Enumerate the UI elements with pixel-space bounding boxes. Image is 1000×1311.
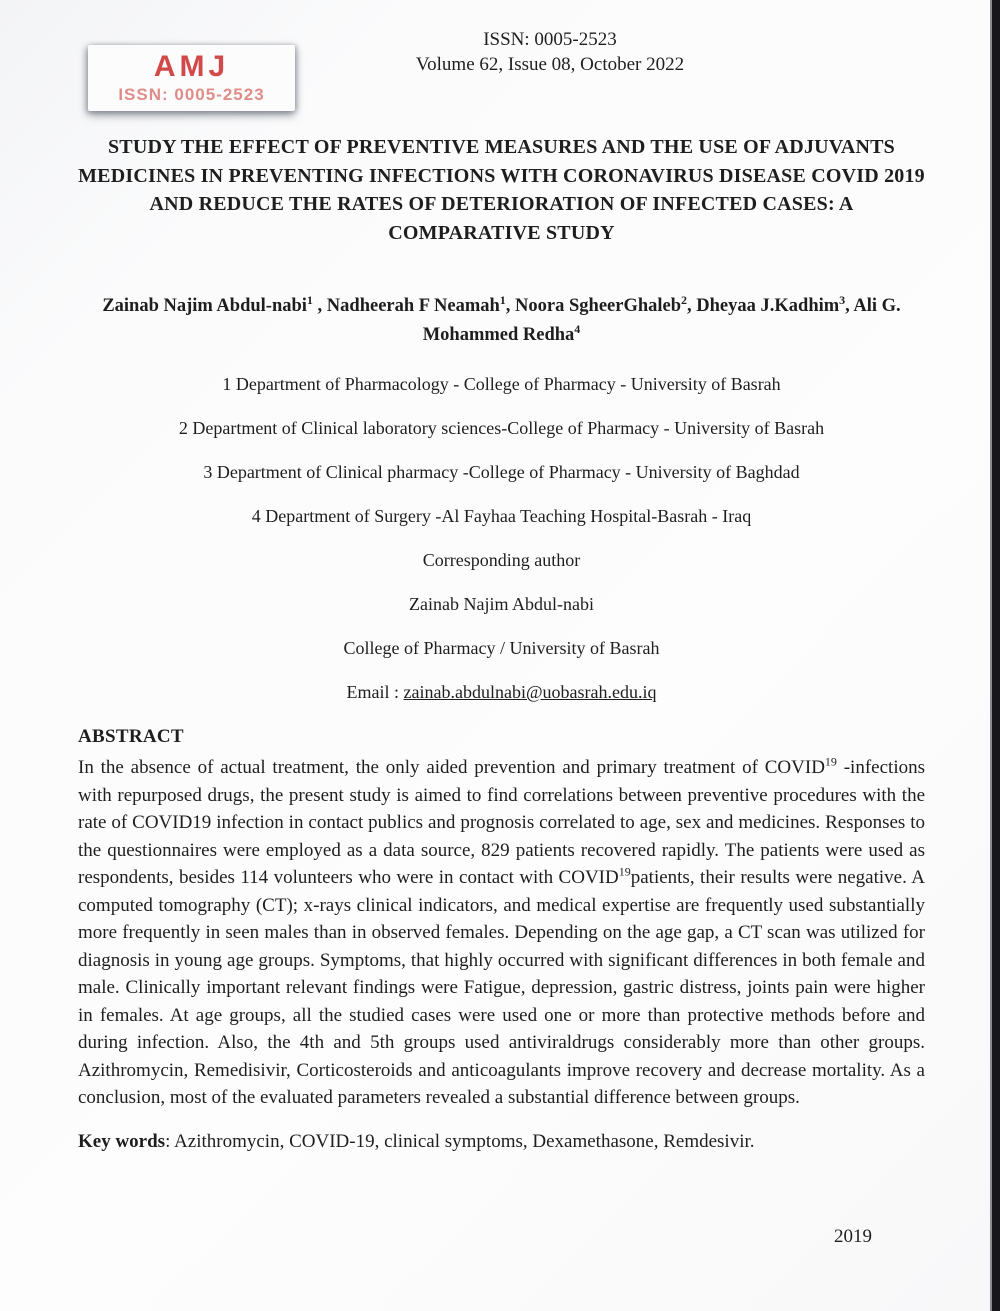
- abstract-superscript: 19: [824, 754, 837, 769]
- abstract-text: [78, 754, 925, 1112]
- affiliation-line: 2 Department of Clinical laboratory sciences-College of Pharmacy - University of Basrah: [178, 418, 825, 438]
- author-affil-mark: 4: [574, 321, 581, 336]
- scan-dark-edge: [990, 0, 1000, 1311]
- keywords-text: : Azithromycin, COVID-19, clinical symptoms, Dexamethasone, Remdesivir.: [165, 1130, 755, 1152]
- header-volume-line: Volume 62, Issue 08, October 2022: [415, 54, 685, 75]
- corresponding-block: [78, 550, 925, 704]
- abstract-segment: patients, their results were negative. A computed tomography (CT); x-rays clinical indicators, and medical expertise are frequently used substantially more frequently in seen males than in observed females. Depending on the age gap, a CT scan was utilized for diagnosis in young age groups. Symptoms, that highly occurred with significant differences in both female and male. Clinically important relevant findings were Fatigue, depression, gastric distress, joints pain were higher in females. At age groups, all the studied cases were used one or more than protective methods before and during infection. Also, the 4th and 5th groups used antiviraldrugs considerably more than other groups. Azithromycin, Remedisivir, Corticosteroids and anticoagulants improve recovery and decrease mortality. As a conclusion, most of the evaluated parameters revealed a substantial difference between groups.: [78, 867, 925, 1108]
- keywords-label: Key words: [78, 1130, 166, 1152]
- paper-title: STUDY THE EFFECT OF PREVENTIVE MEASURES AND THE USE OF ADJUVANTS MEDICINES IN PREVENTING INFECTIONS WITH CORONAVIRUS DISEASE COVID 2019 AND REDUCE THE RATES OF DETERIORATION OF INFECTED CASES: A COMPARATIVE STUDY: [78, 136, 925, 244]
- authors-line: [97, 292, 907, 350]
- keywords-line: [78, 1128, 925, 1155]
- email-label: Email :: [346, 682, 404, 702]
- email-link[interactable]: zainab.abdulnabi@uobasrah.edu.iq: [403, 682, 657, 702]
- affiliations-block: [78, 374, 925, 528]
- abstract-segment: In the absence of actual treatment, the only aided prevention and primary treatment of COVID: [78, 757, 825, 778]
- affiliation-line: 1 Department of Pharmacology - College of Pharmacy - University of Basrah: [222, 374, 781, 394]
- journal-logo-issn: ISSN: 0005-2523: [118, 85, 265, 104]
- author-name: , Ali G. Mohammed Redha: [422, 296, 901, 345]
- abstract-heading: ABSTRACT: [78, 726, 184, 747]
- affiliation-line: 3 Department of Clinical pharmacy -College of Pharmacy - University of Baghdad: [203, 462, 800, 482]
- author-affil-mark: 1: [306, 292, 313, 307]
- content-column: [78, 0, 925, 1155]
- journal-logo-acronym: AMJ: [153, 50, 230, 83]
- corresponding-email-line: [78, 682, 925, 704]
- author-name: , Noora SgheerGhaleb: [505, 296, 682, 316]
- author-name: , Nadheerah F Neamah: [312, 296, 500, 316]
- header-issn: ISSN: 0005-2523: [483, 29, 617, 50]
- corresponding-heading: Corresponding author: [422, 550, 581, 570]
- author-affil-mark: 3: [839, 292, 846, 307]
- affiliation-line: 4 Department of Surgery -Al Fayhaa Teaching Hospital-Basrah - Iraq: [251, 506, 752, 526]
- page-number: 2019: [834, 1226, 872, 1247]
- author-affil-mark: 2: [681, 292, 688, 307]
- corresponding-name: Zainab Najim Abdul-nabi: [409, 594, 594, 614]
- author-name: Zainab Najim Abdul-nabi: [102, 296, 307, 316]
- abstract-segment: -infections with repurposed drugs, the present study is aimed to find correlations between preventive procedures with the rate of COVID19 infection in contact publics and prognosis correlated to age, sex and medicines. Responses to the questionnaires were employed as a data source, 829 patients recovered rapidly. The patients were used as respondents, besides 114 volunteers who were in contact with COVID: [78, 757, 925, 888]
- corresponding-institution: College of Pharmacy / University of Basrah: [343, 638, 660, 658]
- abstract-superscript: 19: [618, 864, 631, 879]
- author-affil-mark: 1: [499, 292, 506, 307]
- author-name: , Dheyaa J.Kadhim: [687, 296, 840, 316]
